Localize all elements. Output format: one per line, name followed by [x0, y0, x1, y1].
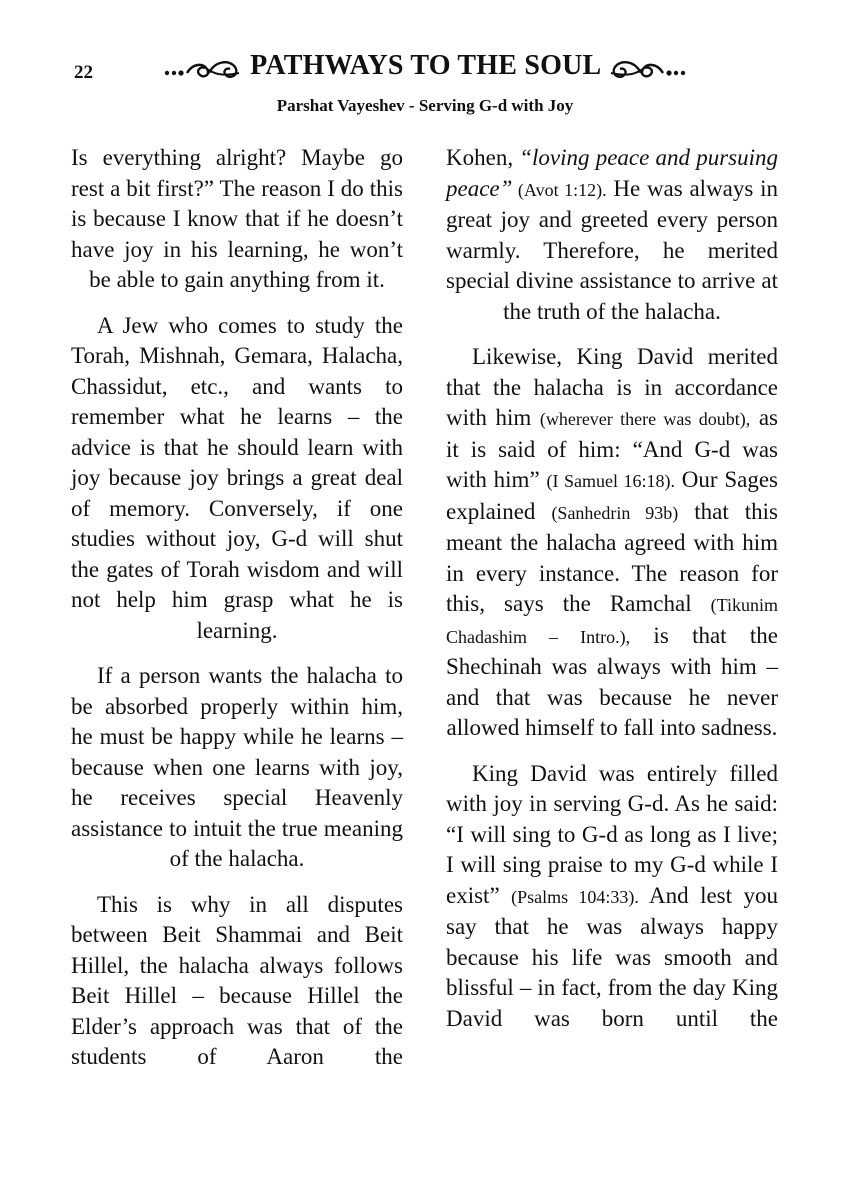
section-subtitle: Parshat Vayeshev - Serving G-d with Joy [276, 96, 574, 115]
source-citation: (Sanhedrin 93b) [551, 502, 679, 523]
right-column [446, 143, 778, 1034]
text-run: that this meant the halacha agreed with him in every instance. The reason for this, says the Ramchal [446, 498, 778, 616]
left-paragraph-3: If a person wants the halacha to be absorbed properly within him, he must be happy while he learns – because when one learns with joy, he receives special Heavenly assistance to intuit the true meaning of the halacha. [71, 663, 403, 871]
ornament-left-icon [163, 55, 243, 81]
quote-text: “loving peace and pursuing peace” [446, 145, 778, 201]
left-paragraph-4: This is why in all disputes between Beit Shammai and Beit Hillel, the halacha always follows Beit Hillel – because Hillel the Elder’s approach was that of the students of Aaron the [71, 891, 403, 1069]
ornament-right-icon [607, 55, 687, 81]
source-citation: (I Samuel 16:18). [546, 471, 675, 491]
left-paragraph-2: A Jew who comes to study the Torah, Mishnah, Gemara, Halacha, Chassidut, etc., and wants to remember what he learns – the advice is that he should learn with joy because joy brings a great deal of memory. Conversely, if one studies without joy, G-d will shut the gates of Torah wisdom and will not help him grasp what he is learning. [71, 312, 403, 643]
running-title [130, 50, 720, 82]
source-citation: (wherever there was doubt), [539, 409, 751, 429]
text-run: And lest you say that he was always happy because his life was smooth and blissful – in fact, from the day King David was born until the [446, 882, 778, 1031]
text-run: Our Sages explained [446, 467, 778, 524]
text-run: Likewise, King David merited that the halacha is in accordance with him [446, 344, 778, 430]
right-paragraph-3 [446, 759, 778, 1035]
text-run: as it is said of him: “And G-d was with him” [446, 405, 778, 492]
page-number: 22 [74, 62, 93, 83]
text-run: Kohen, [446, 145, 520, 170]
text-run: is that the Shechinah was always with him – and that was because he never allowed himself to fall into sadness. [446, 622, 778, 740]
left-paragraph-1: Is everything alright? Maybe go rest a bit first?” The reason I do this is because I know that if he doesn’t have joy in his learning, he won’t be able to gain anything from it. [71, 145, 403, 292]
right-paragraph-2 [446, 342, 778, 744]
page-header [0, 0, 846, 130]
text-run: He was always in great joy and greeted every person warmly. Therefore, he merited special divine assistance to arrive at the truth of the halacha. [446, 175, 778, 324]
left-column [71, 143, 403, 1073]
source-citation: (Avot 1:12). [512, 179, 607, 200]
text-run: King David was entirely filled with joy in serving G-d. As he said: “I will sing to G-d as long as I live; I will sing praise to my G-d while I exist” [446, 760, 778, 908]
source-citation: (Tikunim Chadashim – Intro.), [446, 595, 778, 647]
right-paragraph-1 [446, 143, 778, 327]
title-text: PATHWAYS TO THE SOUL [250, 50, 600, 81]
source-citation: (Psalms 104:33). [511, 886, 639, 907]
